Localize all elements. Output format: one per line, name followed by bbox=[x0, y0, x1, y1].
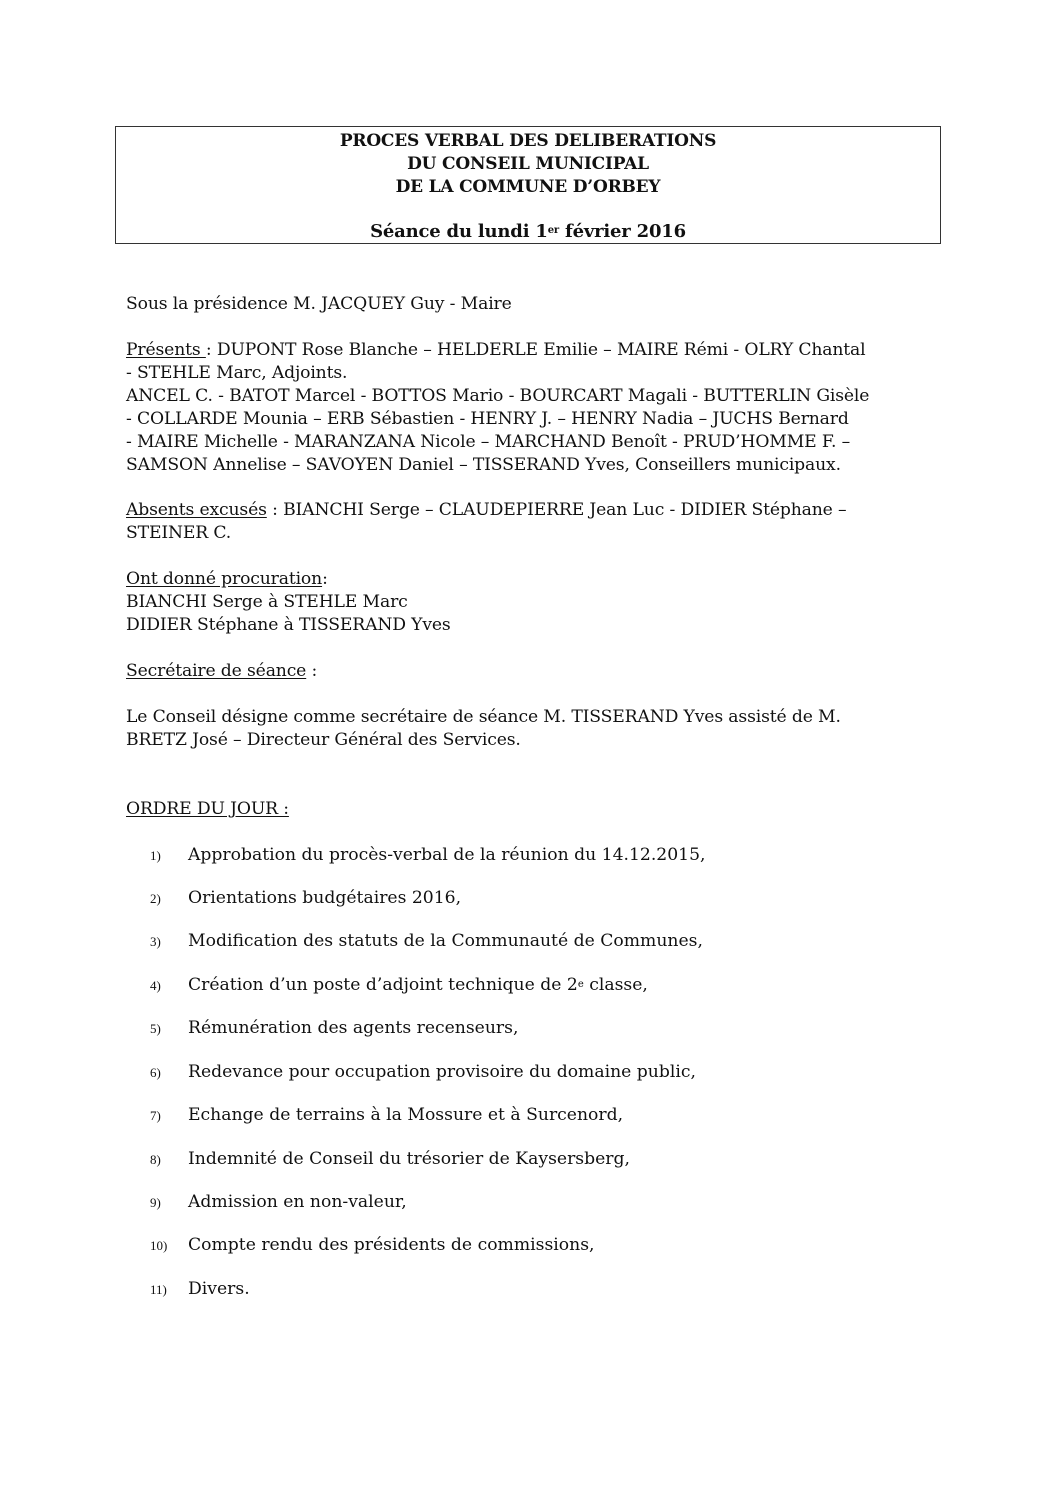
agenda-item: 11) Divers. bbox=[150, 1279, 250, 1299]
title-line-3: DE LA COMMUNE D’ORBEY bbox=[395, 177, 661, 197]
presents-label: Présents bbox=[126, 340, 206, 360]
agenda-item: 6) Redevance pour occupation provisoire du domaine public, bbox=[150, 1062, 696, 1082]
agenda-item: 3) Modification des statuts de la Communauté de Communes, bbox=[150, 931, 703, 951]
procuration-section: Ont donné procuration: BIANCHI Serge à STEHLE Marc DIDIER Stéphane à TISSERAND Yves bbox=[126, 569, 451, 635]
agenda-item: 10) Compte rendu des présidents de commissions, bbox=[150, 1235, 595, 1255]
absents-section: Absents excusés : BIANCHI Serge – CLAUDEPIERRE Jean Luc - DIDIER Stéphane – STEINER C. bbox=[126, 500, 847, 543]
secretaire-section: Secrétaire de séance : bbox=[126, 661, 318, 681]
agenda-item: 8) Indemnité de Conseil du trésorier de Kaysersberg, bbox=[150, 1149, 630, 1169]
secretaire-text: Le Conseil désigne comme secrétaire de séance M. TISSERAND Yves assisté de M. BRETZ José – Directeur Général des Services. bbox=[126, 707, 841, 750]
agenda-item: 1) Approbation du procès-verbal de la réunion du 14.12.2015, bbox=[150, 845, 706, 865]
agenda-item: 5) Rémunération des agents recenseurs, bbox=[150, 1018, 519, 1038]
presents-section: Présents : DUPONT Rose Blanche – HELDERLE Emilie – MAIRE Rémi - OLRY Chantal - STEHLE Marc, Adjoints. ANCEL C. - BATOT Marcel - BOTTOS Mario - BOURCART Magali - BUTTERLIN Gisèle - COLLARDE Mounia – ERB Sébastien - HENRY J. – HENRY Nadia – JUCHS Bernard - MAIRE Michelle - MARANZANA Nicole – MARCHAND Benoît - PRUD’HOMME F. – SAMSON Annelise – SAVOYEN Daniel – TISSERAND Yves, Conseillers municipaux. bbox=[126, 340, 870, 475]
secretaire-label: Secrétaire de séance bbox=[126, 661, 307, 681]
absents-label: Absents excusés bbox=[126, 500, 267, 520]
agenda-item: 9) Admission en non-valeur, bbox=[150, 1192, 407, 1212]
agenda-item: 7) Echange de terrains à la Mossure et à Surcenord, bbox=[150, 1105, 624, 1125]
title-line-2: DU CONSEIL MUNICIPAL bbox=[407, 154, 649, 174]
session-date: Séance du lundi 1er février 2016 bbox=[370, 221, 686, 242]
title-line-1: PROCES VERBAL DES DELIBERATIONS bbox=[339, 131, 717, 151]
agenda-item: 2) Orientations budgétaires 2016, bbox=[150, 888, 462, 908]
presidence: Sous la présidence M. JACQUEY Guy - Maire bbox=[126, 294, 512, 314]
document-title-box bbox=[115, 126, 941, 244]
ordre-du-jour-heading: ORDRE DU JOUR : bbox=[126, 799, 289, 819]
procuration-label: Ont donné procuration bbox=[126, 569, 323, 589]
agenda-item: 4) Création d’un poste d’adjoint technique de 2e classe, bbox=[150, 975, 648, 995]
